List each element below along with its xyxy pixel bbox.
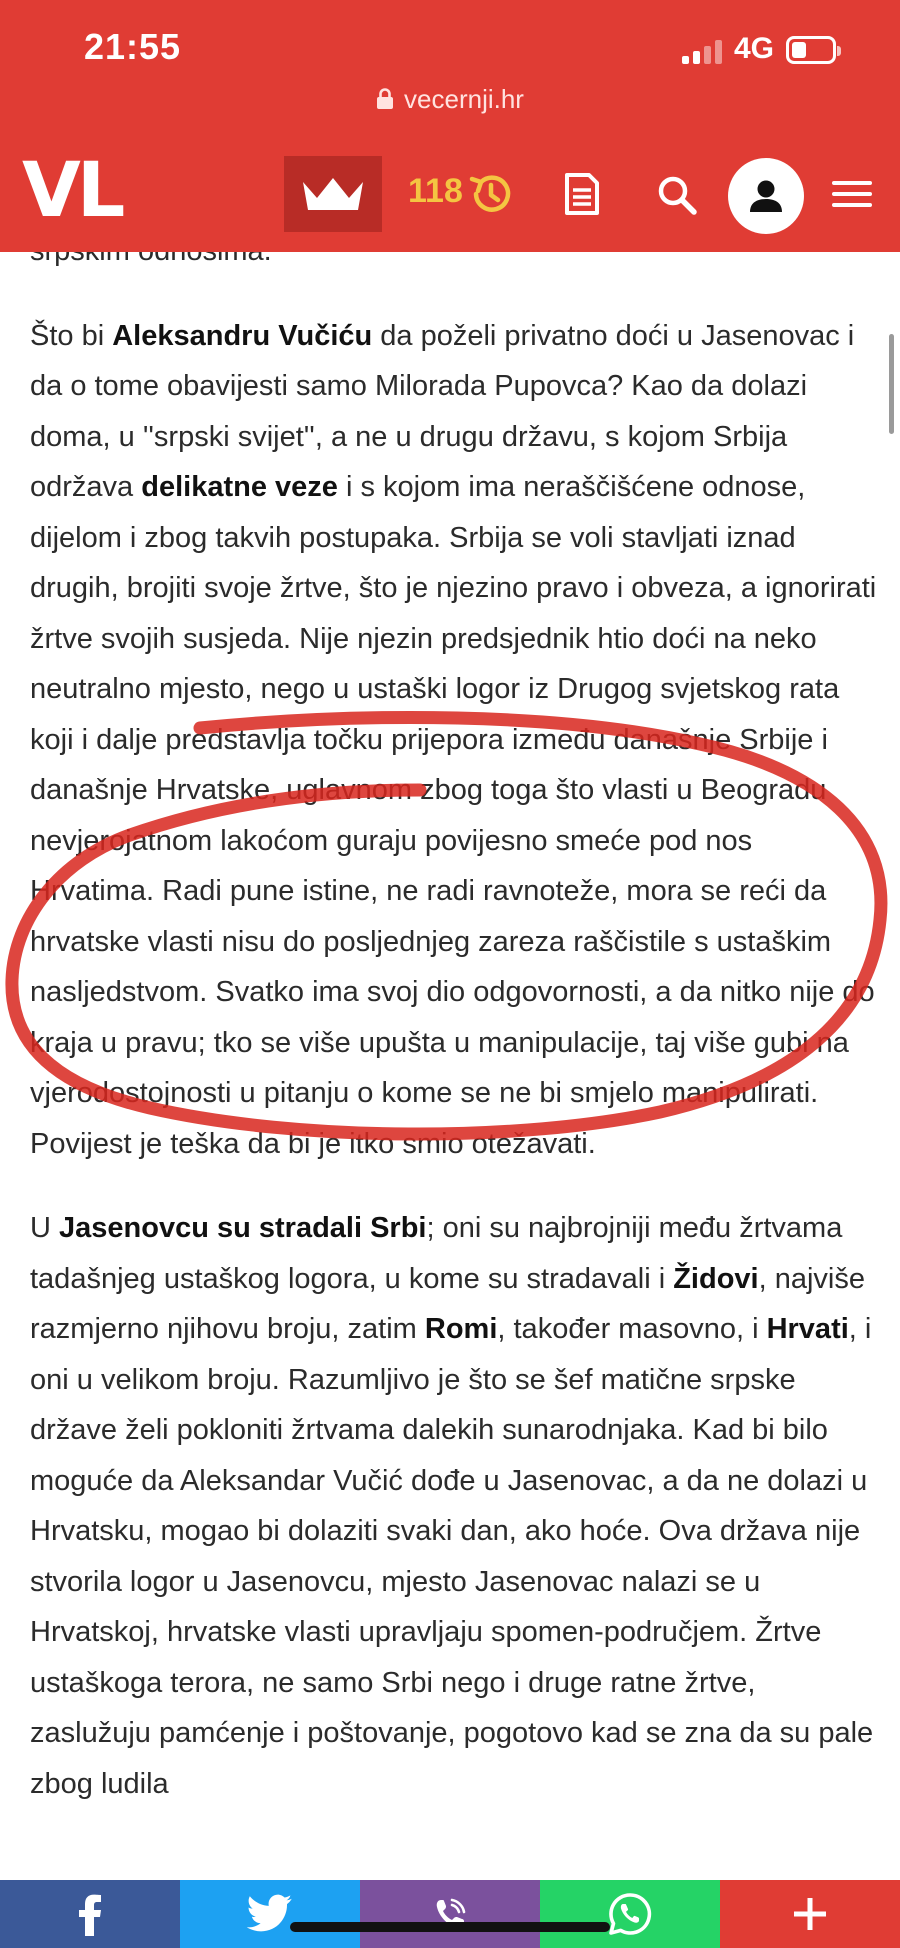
text-run: , najviše razmjerno njihovu broju, zatim bbox=[30, 1262, 865, 1345]
bold-phrase: Hrvati bbox=[766, 1313, 849, 1345]
text-run: , također masovno, i bbox=[497, 1313, 767, 1345]
text-run: Što bi bbox=[30, 319, 113, 352]
facebook-icon bbox=[77, 1892, 103, 1936]
article-body bbox=[30, 252, 882, 1880]
twitter-icon bbox=[247, 1895, 293, 1933]
hamburger-icon bbox=[832, 179, 872, 209]
site-header bbox=[0, 0, 900, 252]
lock-icon bbox=[376, 86, 394, 117]
news-counter[interactable]: 118 bbox=[408, 172, 463, 210]
search-icon bbox=[656, 174, 698, 216]
crown-icon bbox=[300, 174, 366, 214]
plus-icon bbox=[792, 1896, 828, 1932]
share-twitter-button[interactable] bbox=[180, 1880, 360, 1948]
site-logo[interactable]: VL bbox=[22, 145, 122, 234]
article-paragraph bbox=[30, 1203, 882, 1809]
premium-button[interactable] bbox=[284, 156, 382, 232]
network-label: 4G bbox=[734, 32, 775, 65]
articles-button[interactable] bbox=[560, 170, 604, 218]
text-run: , i oni u velikom broju. Razumljivo je što se šef matične srpske države želi pokloniti žrtvama dalekih sunarodnjaka. Kad bi bilo moguće da Aleksandar Vučić dođe u Jasenovac, a da ne dolazi u Hrvatsku, mogao bi dolaziti svaki dan, ako hoće. Ova država nije stvorila logor u Jasenovcu, mjesto Jasenovac nalazi se u Hrvatskoj, hrvatske vlasti upravljaju spomen-područjem. Žrtve ustaškoga terora, ne samo Srbi nego i druge ratne žrtve, zaslužuju pamćenje i poštovanje, pogotovo kad se zna da su pale zbog ludila bbox=[30, 1313, 874, 1800]
scrollbar[interactable] bbox=[889, 334, 894, 434]
share-more-button[interactable] bbox=[720, 1880, 900, 1948]
url-text: vecernji.hr bbox=[404, 84, 524, 114]
bold-phrase: Romi bbox=[424, 1313, 498, 1345]
signal-icon bbox=[682, 40, 726, 64]
text-run: U bbox=[30, 1212, 59, 1244]
search-button[interactable] bbox=[654, 172, 700, 218]
status-time: 21:55 bbox=[84, 26, 182, 67]
bold-phrase: Jasenovcu su stradali Srbi bbox=[59, 1212, 427, 1244]
text-run: i s kojom ima neraščišćene odnose, dijelom i zbog takvih postupaka. Srbija se voli stavljati iznad drugih, brojiti svoje žrtve, što je njezino pravo i obveza, a ignorirati žrtve svojih susjeda. Nije njezin predsjednik htio doći na neko neutralno mjesto, nego u ustaški logor iz Drugog svjetskog rata koji i dalje predstavlja točku prijepora između današnje Srbije i današnje Hrvatske, uglavnom zbog toga što vlasti u Beogradu nevjerojatnom lakoćom guraju povijesno smeće pod nos Hrvatima. Radi pune istine, ne radi ravnoteže, mora se reći da hrvatske vlasti nisu do posljednjeg zareza raščistile s ustaškim nasljedstvom. Svatko ima svoj dio odgovornosti, a da nitko nije do kraja u pravu; tko se više upušta u manipulacije, taj više gubi na vjerodostojnosti u pitanju o kome se ne bi smjelo manipulirati. Povijest je teška da bi je itko smio otežavati. bbox=[30, 471, 877, 1160]
whatsapp-icon bbox=[608, 1892, 652, 1936]
bold-phrase: delikatne veze bbox=[141, 471, 338, 503]
user-icon bbox=[746, 176, 786, 216]
history-button[interactable] bbox=[466, 170, 514, 218]
bold-phrase: Aleksandru Vučiću bbox=[112, 319, 373, 352]
battery-icon bbox=[786, 36, 836, 64]
document-icon bbox=[562, 172, 602, 216]
share-viber-button[interactable] bbox=[360, 1880, 540, 1948]
url-bar[interactable] bbox=[0, 84, 900, 117]
share-bar bbox=[0, 1880, 900, 1948]
bold-phrase: Židovi bbox=[673, 1262, 759, 1295]
text-run: ; oni su najbrojniji među žrtvama tadašnjeg ustaškog logora, u kome su stradavali i bbox=[30, 1212, 843, 1295]
user-account-button[interactable] bbox=[728, 158, 804, 234]
home-indicator bbox=[290, 1922, 610, 1932]
menu-button[interactable] bbox=[830, 176, 874, 212]
article-paragraph bbox=[30, 311, 882, 1170]
share-facebook-button[interactable] bbox=[0, 1880, 180, 1948]
text-run: da poželi privatno doći u Jasenovac i da o tome obavijesti samo Milorada Pupovca? Kao da dolazi doma, u ''srpski svijet'', a ne u drugu državu, s kojom Srbija održava bbox=[30, 319, 855, 503]
history-icon bbox=[467, 171, 513, 217]
share-whatsapp-button[interactable] bbox=[540, 1880, 720, 1948]
